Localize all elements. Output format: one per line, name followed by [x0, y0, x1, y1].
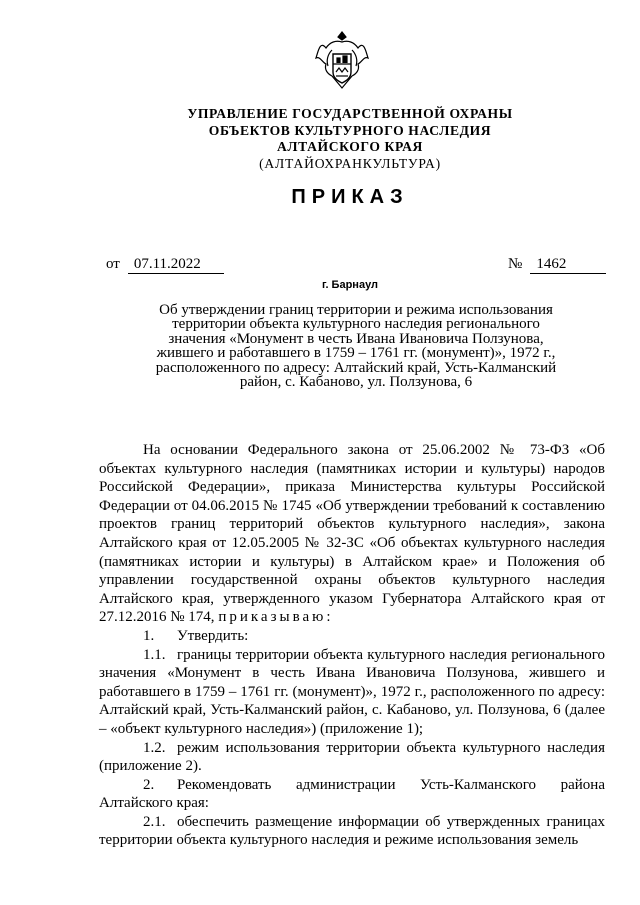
item-2-1: [99, 813, 605, 850]
item-text: режим использования территории объекта культурного наследия (приложение 2).: [99, 739, 605, 775]
number-value: 1462: [530, 256, 606, 274]
subject-line: район, с. Кабаново, ул. Ползунова, 6: [239, 374, 473, 391]
date-value: 07.11.2022: [128, 256, 224, 274]
item-number: 2.1.: [143, 813, 166, 830]
document-title: ПРИКАЗ: [291, 186, 409, 208]
order-date: [106, 256, 224, 274]
city: г. Барнаул: [321, 279, 379, 291]
number-prefix: №: [508, 256, 523, 272]
item-1: [99, 627, 605, 646]
item-text: Утвердить:: [177, 627, 249, 644]
coat-of-arms-icon: [312, 28, 372, 94]
preamble-paragraph: [99, 441, 605, 627]
order-body: [99, 441, 605, 850]
item-number: 1.2.: [143, 739, 166, 756]
item-number: 1.1.: [143, 646, 166, 663]
subject-line: жившего и работавшего в 1759 – 1761 гг. (монумент)», 1972 г.,: [156, 345, 556, 362]
subject-line: Об утверждении границ территории и режима использования: [159, 302, 553, 318]
item-number: 1.: [143, 627, 155, 644]
order-word: приказываю:: [218, 609, 334, 626]
subject-line: значения «Монумент в честь Ивана Ивановича Ползунова,: [168, 330, 544, 347]
agency-line-3: АЛТАЙСКОГО КРАЯ: [277, 139, 423, 154]
item-2: [99, 776, 605, 813]
agency-name: [80, 106, 620, 172]
date-prefix: от: [106, 256, 120, 272]
agency-abbreviation: (АЛТАЙОХРАНКУЛЬТУРА): [259, 155, 441, 171]
item-1-1: [99, 646, 605, 739]
item-text: Рекомендовать администрации Усть-Калманского района Алтайского края:: [99, 776, 605, 812]
subject-line: территории объекта культурного наследия регионального: [172, 316, 540, 333]
order-subject: [140, 303, 572, 389]
item-1-2: [99, 739, 605, 776]
item-text: границы территории объекта культурного наследия регионального значения «Монумент в честь Ивана Ивановича Ползунова, жившего и работавшего в 1759 – 1761 гг. (монумент)», 1972 г., расположенного по адресу: Алтайский край, Усть-Калманский район, с. Кабаново, ул. Ползунова, 6 (далее – «объект культурного наследия») (приложение 1);: [99, 646, 605, 737]
agency-line-1: УПРАВЛЕНИЕ ГОСУДАРСТВЕННОЙ ОХРАНЫ: [187, 106, 513, 121]
preamble-text: На основании Федерального закона от 25.06.2002 № 73-ФЗ «Об объектах культурного наследия (памятниках истории и культуры) народов Российской Федерации», приказа Министерства культуры Российской Федерации от 04.06.2015 № 1745 «Об утверждении требований к составлению проектов границ территорий объектов культурного наследия», закона Алтайского края от 12.05.2005 № 32-ЗС «Об объектах культурного наследия (памятниках истории и культуры) в Алтайском крае» и Положения об управлении государственной охраны объектов культурного наследия Алтайского края, утвержденного указом Губернатора Алтайского края от 27.12.2016 № 174,: [99, 442, 605, 626]
item-text: обеспечить размещение информации об утвержденных границах территории объекта культурного наследия и режиме использования земель: [99, 813, 605, 849]
agency-line-2: ОБЪЕКТОВ КУЛЬТУРНОГО НАСЛЕДИЯ: [208, 122, 492, 138]
order-number: [508, 256, 606, 274]
subject-line: расположенного по адресу: Алтайский край, Усть-Калманский: [155, 359, 557, 376]
item-number: 2.: [143, 776, 155, 793]
